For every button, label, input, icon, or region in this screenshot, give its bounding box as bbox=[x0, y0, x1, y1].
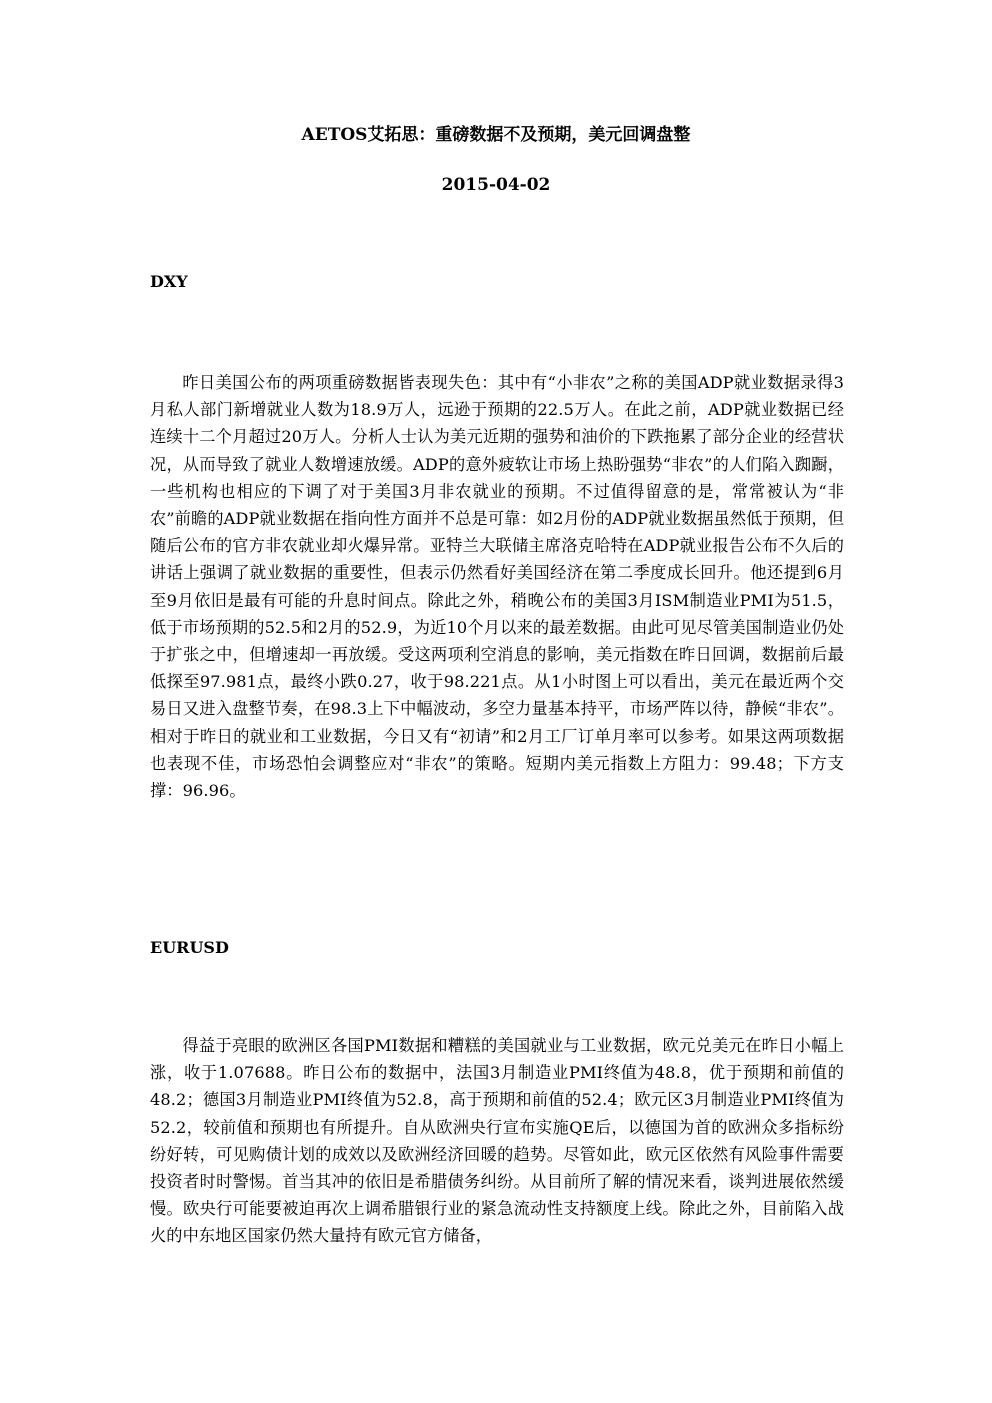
section-heading-eurusd: EURUSD bbox=[150, 938, 229, 957]
section-heading-dxy: DXY bbox=[150, 272, 188, 291]
document-title: AETOS艾拓思：重磅数据不及预期，美元回调盘整 bbox=[301, 125, 691, 145]
document-date: 2015-04-02 bbox=[441, 175, 551, 195]
section-paragraph-dxy: 昨日美国公布的两项重磅数据皆表现失色：其中有“小非农”之称的美国ADP就业数据录得3月私人部门新增就业人数为18.9万人，远逊于预期的22.5万人。在此之前，ADP就业数据已经连续十二个月超过20万人。分析人士认为美元近期的强势和油价的下跌拖累了部分企业的经营状况，从而导致了就业人数增速放缓。ADP的意外疲软让市场上热盼强势“非农”的人们陷入踟蹰，一些机构也相应的下调了对于美国3月非农就业的预期。不过值得留意的是，常常被认为“非农”前瞻的ADP就业数据在指向性方面并不总是可靠：如2月份的ADP就业数据虽然低于预期，但随后公布的官方非农就业却火爆异常。亚特兰大联储主席洛克哈特在ADP就业报告公布不久后的讲话上强调了就业数据的重要性，但表示仍然看好美国经济在第二季度成长回升。他还提到6月至9月依旧是最有可能的升息时间点。除此之外，稍晚公布的美国3月ISM制造业PMI为51.5，低于市场预期的52.5和2月的52.9，为近10个月以来的最差数据。由此可见尽管美国制造业仍处于扩张之中，但增速却一再放缓。受这两项利空消息的影响，美元指数在昨日回调，数据前后最低探至97.981点，最终小跌0.27，收于98.221点。从1小时图上可以看出，美元在最近两个交易日又进入盘整节奏，在98.3上下中幅波动，多空力量基本持平，市场严阵以待，静候“非农”。相对于昨日的就业和工业数据，今日又有“初请”和2月工厂订单月率可以参考。如果这两项数据也表现不佳，市场恐怕会调整应对“非农”的策略。短期内美元指数上方阻力：99.48；下方支撑：96.96。 bbox=[150, 373, 844, 801]
section-paragraph-eurusd: 得益于亮眼的欧洲区各国PMI数据和糟糕的美国就业与工业数据，欧元兑美元在昨日小幅上涨，收于1.07688。昨日公布的数据中，法国3月制造业PMI终值为48.8，优于预期和前值的48.2；德国3月制造业PMI终值为52.8，高于预期和前值的52.4；欧元区3月制造业PMI终值为52.2，较前值和预期也有所提升。自从欧洲央行宣布实施QE后，以德国为首的欧洲众多指标纷纷好转，可见购债计划的成效以及欧洲经济回暖的趋势。尽管如此，欧元区依然有风险事件需要投资者时时警惕。首当其冲的依旧是希腊债务纠纷。从目前所了解的情况来看，谈判进展依然缓慢。欧央行可能要被迫再次上调希腊银行业的紧急流动性支持额度上线。除此之外，目前陷入战火的中东地区国家仍然大量持有欧元官方储备， bbox=[150, 1036, 844, 1246]
